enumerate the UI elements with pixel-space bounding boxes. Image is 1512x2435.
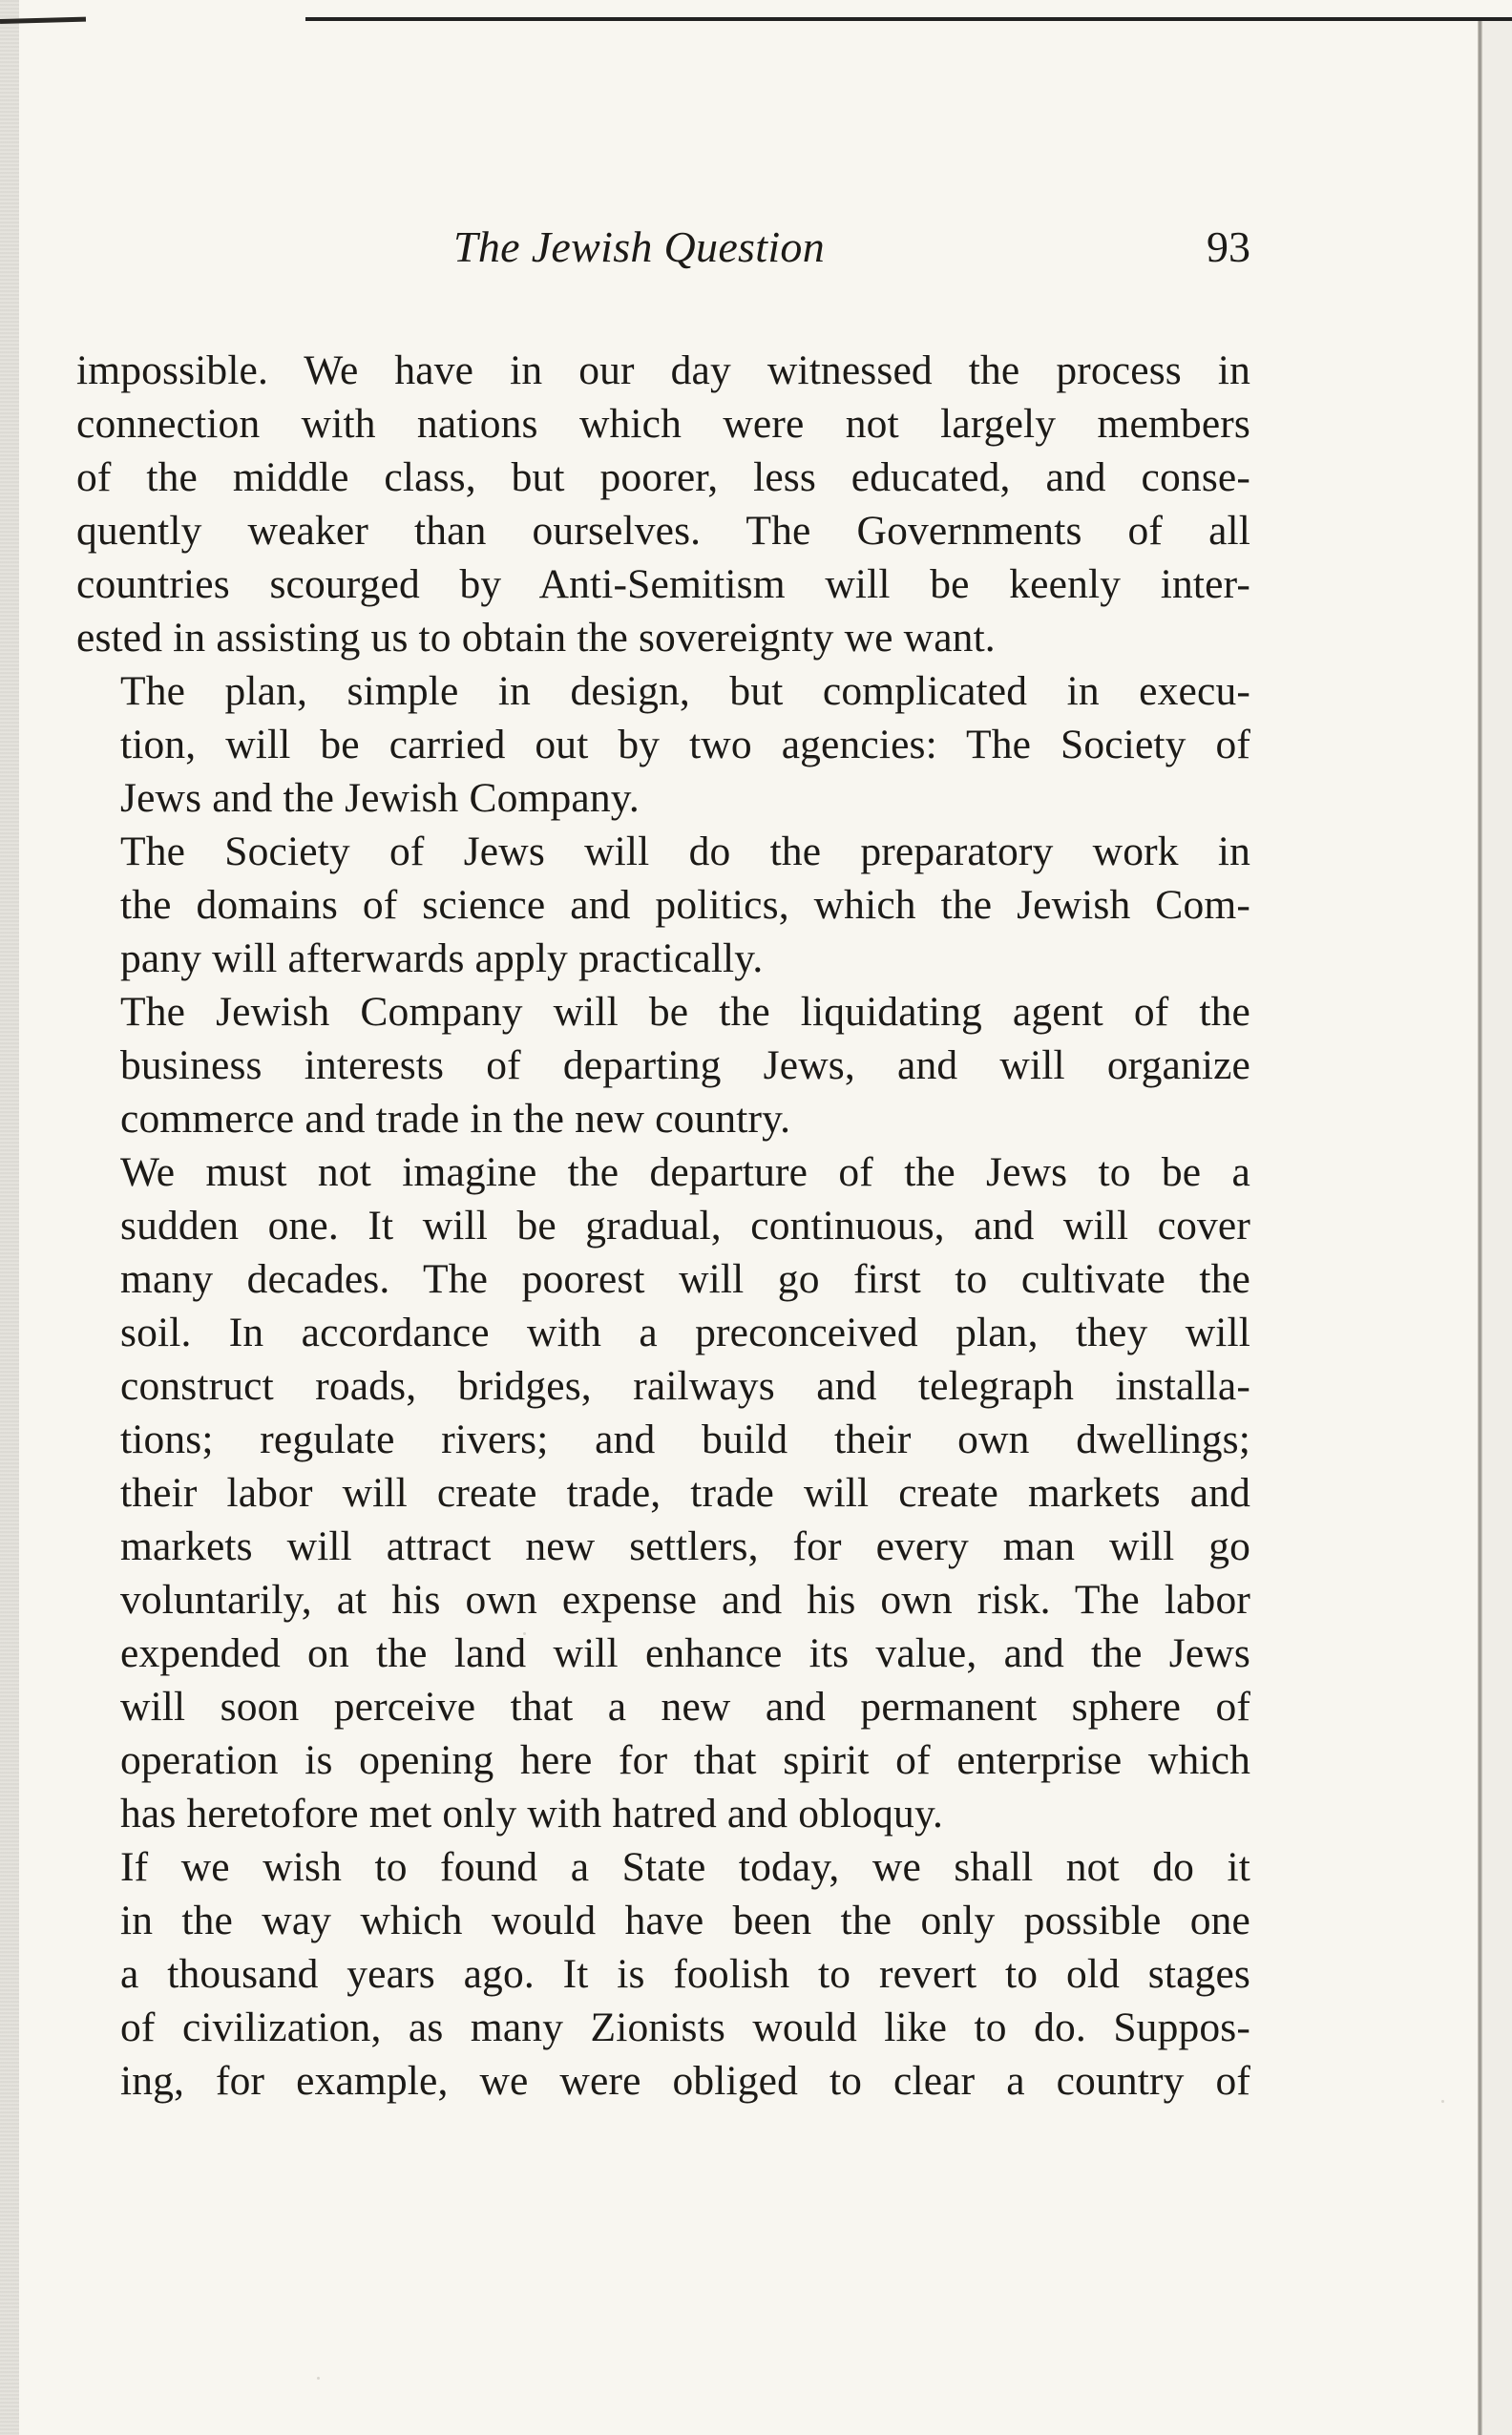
text-line: commerce and trade in the new country. [120, 1096, 791, 1142]
text-line: their labor will create trade, trade will create markets and [120, 1470, 1250, 1516]
text-line: pany will afterwards apply practically. [120, 935, 764, 981]
paragraph [76, 1145, 1250, 1840]
text-line: We must not imagine the departure of the Jews to be a [120, 1149, 1250, 1195]
text-line: of civilization, as many Zionists would like to do. Suppos- [120, 2005, 1250, 2050]
scan-left-edge [0, 0, 19, 2435]
text-line: has heretofore met only with hatred and obloquy. [120, 1791, 944, 1837]
scan-top-left-mark [0, 17, 86, 24]
scan-speck [523, 1632, 526, 1635]
text-line: connection with nations which were not largely members [76, 401, 1250, 447]
text-line: construct roads, bridges, railways and telegraph installa- [120, 1363, 1250, 1409]
text-line: soil. In accordance with a preconceived plan, they will [120, 1310, 1250, 1355]
text-line: tion, will be carried out by two agencies: The Society of [120, 722, 1250, 767]
paragraph [76, 664, 1250, 825]
text-line: The Society of Jews will do the preparatory work in [120, 829, 1250, 874]
text-line: many decades. The poorest will go first to cultivate the [120, 1256, 1250, 1302]
text-line: expended on the land will enhance its value, and the Jews [120, 1630, 1250, 1676]
text-line: in the way which would have been the only possible one [120, 1898, 1250, 1943]
text-line: tions; regulate rivers; and build their own dwellings; [120, 1417, 1250, 1462]
text-line: markets will attract new settlers, for every man will go [120, 1523, 1250, 1569]
text-line: The Jewish Company will be the liquidating agent of the [120, 989, 1250, 1035]
text-line: a thousand years ago. It is foolish to revert to old stages [120, 1951, 1250, 1997]
paragraph [76, 985, 1250, 1145]
text-line: sudden one. It will be gradual, continuous, and will cover [120, 1203, 1250, 1249]
page-right-gutter [1482, 21, 1512, 2435]
scan-speck [317, 2377, 320, 2380]
text-line: will soon perceive that a new and permanent sphere of [120, 1684, 1250, 1730]
text-line: ested in assisting us to obtain the sovereignty we want. [76, 615, 996, 661]
running-title: The Jewish Question [453, 222, 825, 271]
text-line: operation is opening here for that spirit of enterprise which [120, 1737, 1250, 1783]
text-line: the domains of science and politics, which the Jewish Com- [120, 882, 1250, 928]
paragraph [76, 825, 1250, 985]
text-line: impossible. We have in our day witnessed the process in [76, 347, 1250, 393]
scan-top-rule [305, 17, 1512, 21]
page-number: 93 [1207, 222, 1250, 271]
body-text [76, 344, 1250, 2108]
text-line: ing, for example, we were obliged to clear a country of [120, 2058, 1250, 2104]
paragraph [76, 1840, 1250, 2108]
text-line: of the middle class, but poorer, less educated, and conse- [76, 454, 1250, 500]
text-line: countries scourged by Anti-Semitism will be keenly inter- [76, 561, 1250, 607]
paragraph [76, 344, 1250, 664]
running-head [76, 221, 1250, 288]
scan-speck [1441, 2100, 1444, 2103]
text-line: quently weaker than ourselves. The Governments of all [76, 508, 1250, 554]
text-line: Jews and the Jewish Company. [120, 775, 640, 821]
text-line: If we wish to found a State today, we shall not do it [120, 1844, 1250, 1890]
text-line: voluntarily, at his own expense and his own risk. The labor [120, 1577, 1250, 1623]
text-line: The plan, simple in design, but complicated in execu- [120, 668, 1250, 714]
text-line: business interests of departing Jews, and will organize [120, 1042, 1250, 1088]
